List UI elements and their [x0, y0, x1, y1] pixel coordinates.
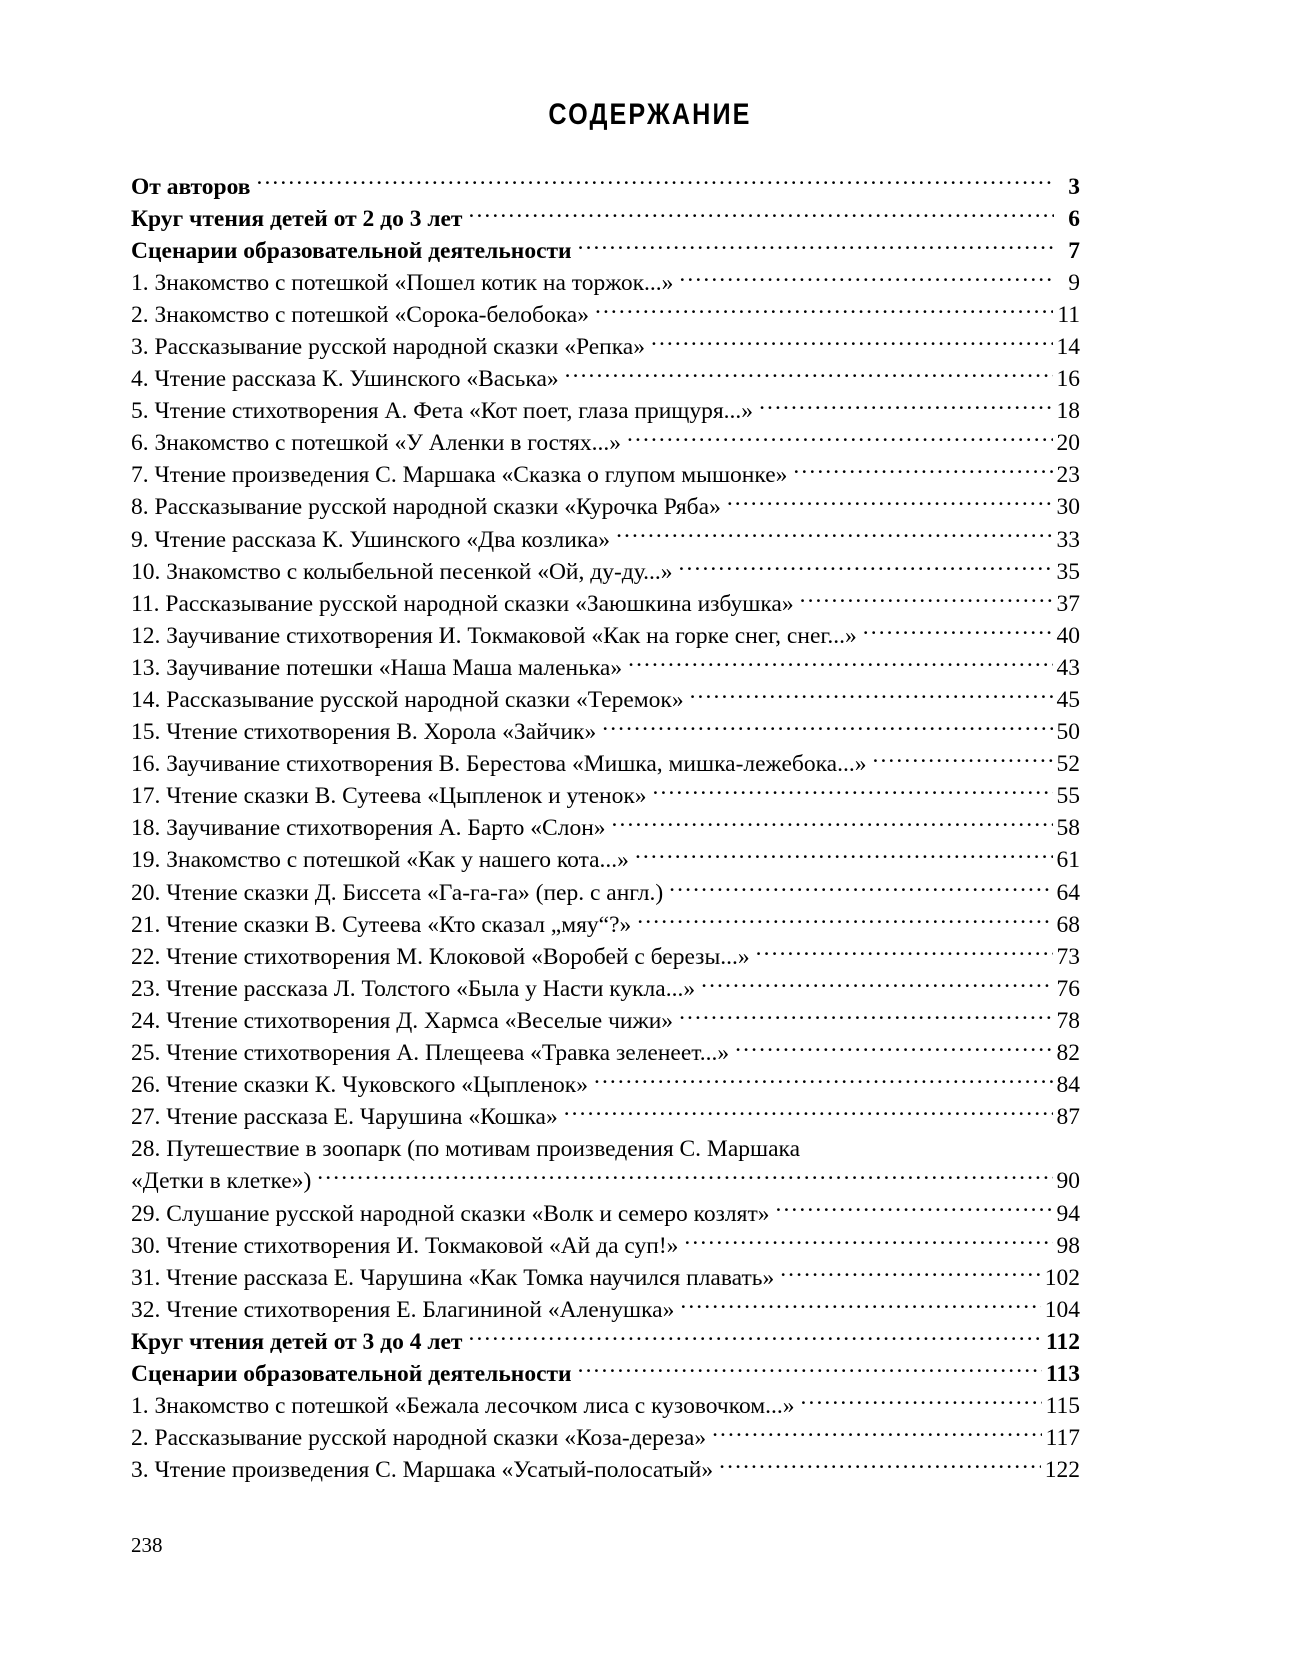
- toc-entry[interactable]: [131, 1261, 1080, 1293]
- dot-leader: [628, 651, 1052, 675]
- toc-entry-label: 17. Чтение сказки В. Сутеева «Цыпленок и утенок»: [131, 783, 647, 810]
- toc-entry-page: 52: [1056, 751, 1080, 778]
- toc-entry[interactable]: [131, 1101, 1080, 1133]
- dot-leader: [684, 1229, 1052, 1253]
- toc-entry-page: 50: [1056, 719, 1080, 746]
- dot-leader: [256, 170, 1054, 194]
- toc-entry-label: 22. Чтение стихотворения М. Клоковой «Воробей с березы...»: [131, 943, 750, 970]
- toc-entry[interactable]: [131, 1165, 1080, 1197]
- dot-leader: [317, 1165, 1052, 1189]
- toc-entry-label: 19. Знакомство с потешкой «Как у нашего кота...»: [131, 847, 629, 874]
- toc-entry-label: 2. Знакомство с потешкой «Сорока-белобока»: [131, 301, 589, 328]
- toc-entry-label: 24. Чтение стихотворения Д. Хармса «Веселые чижи»: [131, 1007, 674, 1034]
- dot-leader: [863, 619, 1053, 643]
- toc-entry-page: 84: [1056, 1072, 1080, 1099]
- dot-leader: [759, 395, 1052, 419]
- dot-leader: [800, 587, 1053, 611]
- toc-entry-page: 87: [1056, 1104, 1080, 1131]
- toc-entry-label: 21. Чтение сказки В. Сутеева «Кто сказал „мяу“?»: [131, 911, 632, 938]
- toc-entry-label: 14. Рассказывание русской народной сказки «Теремок»: [131, 687, 684, 713]
- toc-entry[interactable]: [131, 1004, 1080, 1036]
- dot-leader: [651, 330, 1053, 354]
- toc-entry-page: 7: [1068, 237, 1080, 264]
- toc-entry-label: 28. Путешествие в зоопарк (по мотивам произведения С. Маршака: [131, 1136, 801, 1163]
- folio-number: 238: [131, 1533, 163, 1557]
- toc-entry-page: 113: [1046, 1360, 1080, 1387]
- dot-leader: [712, 1422, 1042, 1446]
- toc-entry[interactable]: [131, 844, 1080, 876]
- toc-entry[interactable]: [131, 1357, 1080, 1389]
- toc-entry[interactable]: [131, 330, 1080, 362]
- toc-entry-page: 117: [1045, 1425, 1080, 1452]
- toc-entry[interactable]: [131, 876, 1080, 908]
- toc-entry-label: 16. Заучивание стихотворения В. Берестова «Мишка, мишка-лежебока...»: [131, 751, 867, 778]
- dot-leader: [701, 972, 1052, 996]
- toc-entry[interactable]: [131, 972, 1080, 1004]
- dot-leader: [793, 459, 1052, 483]
- toc-entry[interactable]: [131, 1037, 1080, 1069]
- toc-entry-page: 58: [1056, 815, 1080, 842]
- toc-entry-label: 32. Чтение стихотворения Е. Благининой «Аленушка»: [131, 1296, 675, 1323]
- dot-leader: [690, 684, 1053, 708]
- toc-entry-label: «Детки в клетке»): [131, 1168, 312, 1195]
- toc-entry-label: 11. Рассказывание русской народной сказки «Заюшкина избушка»: [131, 590, 794, 617]
- toc-entry-page: 76: [1056, 975, 1080, 1002]
- dot-leader: [719, 1454, 1041, 1478]
- toc-entry-label: 26. Чтение сказки К. Чуковского «Цыпленок»: [131, 1072, 588, 1099]
- toc-entry-page: 16: [1056, 366, 1080, 393]
- toc-entry-page: 82: [1056, 1040, 1080, 1067]
- dot-leader: [468, 1325, 1042, 1349]
- dot-leader: [780, 1261, 1041, 1285]
- dot-leader: [806, 1133, 1054, 1157]
- toc-entry[interactable]: [131, 395, 1080, 427]
- toc-entry-page: 37: [1056, 590, 1080, 617]
- toc-entry[interactable]: [131, 587, 1080, 619]
- toc-entry[interactable]: [131, 202, 1080, 234]
- toc-entry-page: 6: [1068, 205, 1080, 232]
- dot-leader: [872, 748, 1052, 772]
- toc-entry[interactable]: [131, 459, 1080, 491]
- dot-leader: [602, 716, 1052, 740]
- dot-leader: [727, 491, 1053, 515]
- toc-entry-page: 122: [1044, 1457, 1080, 1484]
- toc-entry-page: 30: [1056, 494, 1080, 521]
- toc-entry-label: 3. Рассказывание русской народной сказки «Репка»: [131, 333, 645, 360]
- toc-entry-label: 1. Знакомство с потешкой «Пошел котик на торжок...»: [131, 269, 674, 296]
- toc-entry[interactable]: [131, 619, 1080, 651]
- toc-entry[interactable]: [131, 1069, 1080, 1101]
- toc-entry-label: 25. Чтение стихотворения А. Плещеева «Травка зеленеет...»: [131, 1040, 730, 1067]
- dot-leader: [735, 1037, 1052, 1061]
- page-title: СОДЕРЖАНИЕ: [548, 98, 752, 131]
- toc-entry[interactable]: [131, 716, 1080, 748]
- toc-entry-page: 35: [1056, 558, 1080, 585]
- toc-entry-page: 68: [1056, 911, 1080, 938]
- dot-leader: [616, 523, 1052, 547]
- toc-entry-page: 33: [1056, 526, 1080, 553]
- toc-entry-page: 102: [1044, 1264, 1080, 1291]
- dot-leader: [627, 427, 1052, 451]
- dot-leader: [679, 266, 1054, 290]
- toc-entry[interactable]: [131, 523, 1080, 555]
- toc-entry[interactable]: [131, 940, 1080, 972]
- toc-entry-label: Сценарии образовательной деятельности: [131, 1360, 572, 1387]
- toc-entry-label: 27. Чтение рассказа Е. Чарушина «Кошка»: [131, 1104, 558, 1131]
- toc-entry-page: 18: [1056, 398, 1080, 425]
- toc-entry-page: 40: [1056, 622, 1080, 649]
- dot-leader: [468, 202, 1054, 226]
- toc-entry-page: 98: [1056, 1232, 1080, 1259]
- toc-entry-page: 14: [1056, 333, 1080, 360]
- toc-entry[interactable]: [131, 684, 1080, 716]
- toc-entry[interactable]: [131, 234, 1080, 266]
- toc-entry-page: 45: [1056, 687, 1080, 713]
- toc-entry-page: 9: [1068, 269, 1080, 296]
- dot-leader: [637, 908, 1052, 932]
- toc-entry-page: 90: [1056, 1168, 1080, 1195]
- toc-entry-label: 31. Чтение рассказа Е. Чарушина «Как Томка научился плавать»: [131, 1264, 775, 1291]
- dot-leader: [680, 1293, 1040, 1317]
- dot-leader: [595, 298, 1053, 322]
- toc-entry[interactable]: [131, 298, 1080, 330]
- toc-entry-label: 6. Знакомство с потешкой «У Аленки в гостях...»: [131, 430, 622, 457]
- dot-leader: [756, 940, 1053, 964]
- dot-leader: [578, 1357, 1042, 1381]
- dot-leader: [564, 1101, 1053, 1125]
- dot-leader: [594, 1069, 1053, 1093]
- dot-leader: [669, 876, 1052, 900]
- toc-entry-label: Сценарии образовательной деятельности: [131, 237, 572, 264]
- toc-entry[interactable]: [131, 1197, 1080, 1229]
- toc-entry[interactable]: [131, 748, 1080, 780]
- toc-entry-label: 8. Рассказывание русской народной сказки «Курочка Ряба»: [131, 494, 721, 521]
- toc-entry[interactable]: [131, 1133, 1080, 1165]
- toc-entry[interactable]: [131, 1229, 1080, 1261]
- toc-entry[interactable]: [131, 266, 1080, 298]
- dot-leader: [653, 780, 1053, 804]
- toc-entry[interactable]: [131, 780, 1080, 812]
- toc-entry-label: 4. Чтение рассказа К. Ушинского «Васька»: [131, 366, 559, 393]
- dot-leader: [612, 812, 1053, 836]
- toc-entry-label: 1. Знакомство с потешкой «Бежала лесочком лиса с кузовочком...»: [131, 1393, 795, 1420]
- toc-entry-label: 12. Заучивание стихотворения И. Токмаковой «Как на горке снег, снег...»: [131, 622, 857, 649]
- toc-entry-label: 20. Чтение сказки Д. Биссета «Га-га-га» (пер. с англ.): [131, 879, 664, 906]
- toc-entry[interactable]: [131, 812, 1080, 844]
- toc-entry-page: 94: [1056, 1200, 1080, 1227]
- toc-entry[interactable]: [131, 427, 1080, 459]
- toc-entry[interactable]: [131, 170, 1080, 202]
- toc-entry-page: 104: [1044, 1296, 1080, 1323]
- toc-entry-label: Круг чтения детей от 3 до 4 лет: [131, 1328, 463, 1355]
- toc-entry-page: 20: [1056, 430, 1080, 457]
- toc-entry[interactable]: [131, 1454, 1080, 1486]
- toc-entry-page: 112: [1046, 1328, 1080, 1355]
- toc-entry-label: 9. Чтение рассказа К. Ушинского «Два козлика»: [131, 526, 611, 553]
- toc-entry-page: 3: [1068, 173, 1080, 200]
- toc-entry[interactable]: [131, 908, 1080, 940]
- toc-entry-page: 11: [1057, 301, 1080, 328]
- toc-list: [131, 170, 1080, 1486]
- toc-entry-label: 10. Знакомство с колыбельной песенкой «Ой, ду-ду...»: [131, 558, 673, 585]
- toc-entry-label: 7. Чтение произведения С. Маршака «Сказка о глупом мышонке»: [131, 462, 788, 489]
- toc-entry[interactable]: [131, 1325, 1080, 1357]
- toc-entry-page: 61: [1056, 847, 1080, 874]
- toc-entry[interactable]: [131, 1422, 1080, 1454]
- toc-entry-label: 23. Чтение рассказа Л. Толстого «Была у Насти кукла...»: [131, 975, 696, 1002]
- toc-entry-page: 23: [1056, 462, 1080, 489]
- toc-entry[interactable]: [131, 651, 1080, 683]
- toc-entry-label: 3. Чтение произведения С. Маршака «Усатый-полосатый»: [131, 1457, 714, 1484]
- dot-leader: [775, 1197, 1052, 1221]
- toc-entry[interactable]: [131, 491, 1080, 523]
- dot-leader: [679, 1004, 1052, 1028]
- toc-entry-page: 73: [1056, 943, 1080, 970]
- toc-entry-label: 13. Заучивание потешки «Наша Маша маленька»: [131, 654, 623, 681]
- dot-leader: [679, 555, 1053, 579]
- toc-entry-label: 2. Рассказывание русской народной сказки «Коза-дереза»: [131, 1425, 707, 1452]
- dot-leader: [578, 234, 1054, 258]
- toc-entry-label: Круг чтения детей от 2 до 3 лет: [131, 205, 463, 232]
- toc-entry-label: От авторов: [131, 173, 251, 200]
- toc-entry-page: 43: [1056, 654, 1080, 681]
- toc-entry[interactable]: [131, 555, 1080, 587]
- dot-leader: [801, 1390, 1042, 1414]
- toc-entry-label: 15. Чтение стихотворения В. Хорола «Зайчик»: [131, 719, 597, 746]
- toc-entry-label: 29. Слушание русской народной сказки «Волк и семеро козлят»: [131, 1200, 770, 1227]
- toc-entry[interactable]: [131, 1390, 1080, 1422]
- toc-entry-label: 18. Заучивание стихотворения А. Барто «Слон»: [131, 815, 606, 842]
- toc-entry-page: 64: [1056, 879, 1080, 906]
- toc-entry[interactable]: [131, 363, 1080, 395]
- dot-leader: [635, 844, 1053, 868]
- toc-entry-label: 30. Чтение стихотворения И. Токмаковой «Ай да суп!»: [131, 1232, 679, 1259]
- toc-entry[interactable]: [131, 1293, 1080, 1325]
- toc-entry-label: 5. Чтение стихотворения А. Фета «Кот поет, глаза прищуря...»: [131, 398, 754, 425]
- toc-entry-page: 115: [1045, 1393, 1080, 1420]
- toc-entry-page: 78: [1056, 1007, 1080, 1034]
- dot-leader: [565, 363, 1053, 387]
- toc-entry-page: 55: [1056, 783, 1080, 810]
